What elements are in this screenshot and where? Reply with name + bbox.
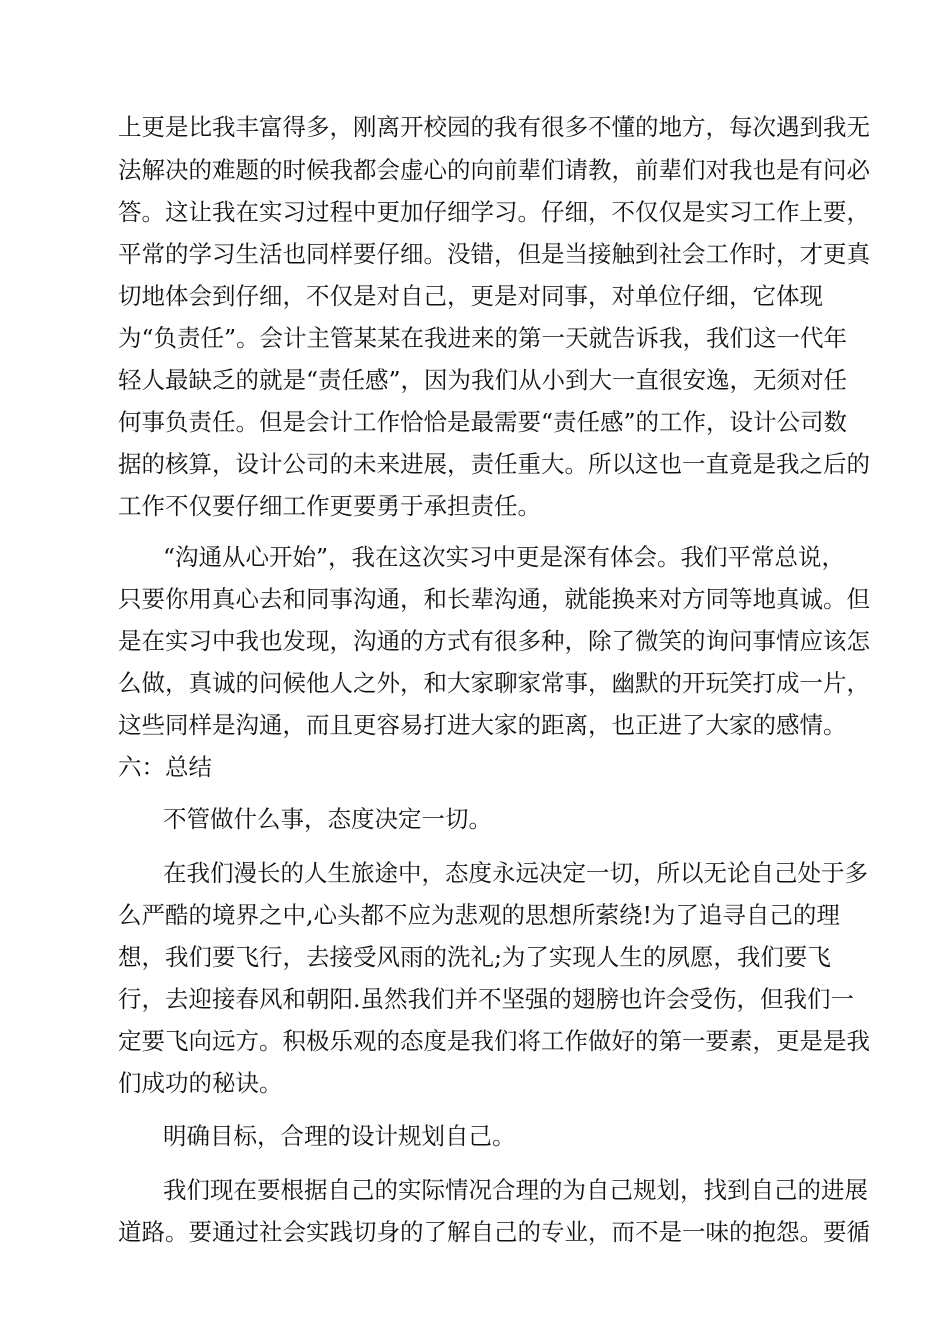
text-line: 定要飞向远方。积极乐观的态度是我们将工作做好的第一要素，更是是我 — [118, 1027, 870, 1055]
text-line: 工作不仅要仔细工作更要勇于承担责任。 — [118, 492, 541, 520]
text-line: 轻人最缺乏的就是“责任感”，因为我们从小到大一直很安逸，无须对任 — [118, 366, 848, 394]
text-line: 道路。要通过社会实践切身的了解自己的专业，而不是一味的抱怨。要循 — [118, 1218, 870, 1246]
text-line: 平常的学习生活也同样要仔细。没错，但是当接触到社会工作时，才更真 — [118, 240, 870, 268]
text-line: 是在实习中我也发现，沟通的方式有很多种，除了微笑的询问事情应该怎 — [118, 627, 870, 655]
paragraph-start: 在我们漫长的人生旅途中，态度永远决定一切，所以无论自己处于多 — [163, 859, 868, 887]
paragraph-start: 不管做什么事，态度决定一切。 — [163, 805, 492, 833]
text-line: 们成功的秘诀。 — [118, 1069, 283, 1097]
text-line: 为“负责任”。会计主管某某在我进来的第一天就告诉我，我们这一代年 — [118, 324, 848, 352]
paragraph-start: 我们现在要根据自己的实际情况合理的为自己规划，找到自己的进展 — [163, 1176, 868, 1204]
text-line: 只要你用真心去和同事沟通，和长辈沟通，就能换来对方同等地真诚。但 — [118, 585, 870, 613]
text-line: 法解决的难题的时候我都会虚心的向前辈们请教，前辈们对我也是有问必 — [118, 156, 870, 184]
text-line: 么严酷的境界之中,心头都不应为悲观的思想所萦绕!为了追寻自己的理 — [118, 901, 840, 929]
text-line: 行，去迎接春风和朝阳.虽然我们并不坚强的翅膀也许会受伤，但我们一 — [118, 985, 854, 1013]
paragraph-start: 明确目标，合理的设计规划自己。 — [163, 1122, 516, 1150]
text-line: 上更是比我丰富得多，刚离开校园的我有很多不懂的地方，每次遇到我无 — [118, 113, 870, 141]
text-line: 这些同样是沟通，而且更容易打进大家的距离，也正进了大家的感情。 — [118, 711, 847, 739]
section-heading: 六：总结 — [118, 753, 212, 781]
text-line: 切地体会到仔细，不仅是对自己，更是对同事，对单位仔细，它体现 — [118, 282, 823, 310]
text-line: 么做，真诚的问候他人之外，和大家聊家常事，幽默的开玩笑打成一片， — [118, 669, 870, 697]
paragraph-start: “沟通从心开始”，我在这次实习中更是深有体会。我们平常总说， — [163, 543, 846, 571]
text-line: 何事负责任。但是会计工作恰恰是最需要“责任感”的工作，设计公司数 — [118, 408, 848, 436]
text-line: 想，我们要飞行，去接受风雨的洗礼;为了实现人生的夙愿，我们要飞 — [118, 943, 831, 971]
text-line: 据的核算，设计公司的未来进展，责任重大。所以这也一直竟是我之后的 — [118, 450, 870, 478]
text-line: 答。这让我在实习过程中更加仔细学习。仔细，不仅仅是实习工作上要， — [118, 198, 870, 226]
